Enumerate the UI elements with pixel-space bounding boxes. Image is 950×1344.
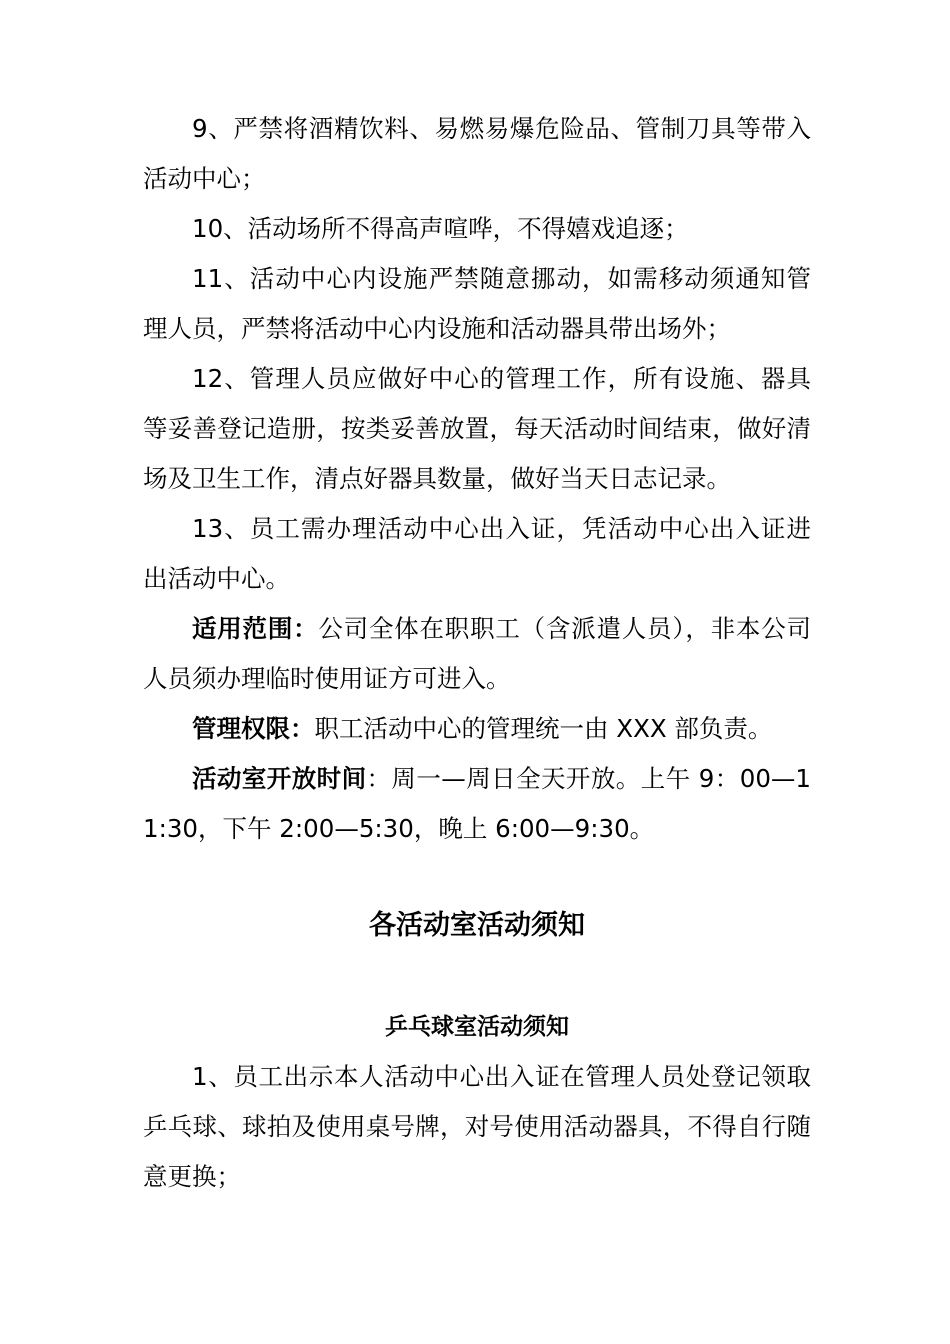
scope-text: 公司全体在职职工（含派遣人员），非本公司人员须办理临时使用证方可进入。: [143, 614, 811, 693]
rule-12: 12、管理人员应做好中心的管理工作，所有设施、器具等妥善登记造册，按类妥善放置，每天活动时间结束，做好清场及卫生工作，清点好器具数量，做好当天日志记录。: [143, 364, 811, 493]
scope-paragraph: [143, 604, 811, 704]
scope-label: 适用范围：: [192, 614, 319, 643]
document-page: [143, 104, 811, 1202]
rule-11: 11、活动中心内设施严禁随意挪动，如需移动须通知管理人员，严禁将活动中心内设施和活动器具带出场外；: [143, 264, 811, 343]
subsection-title: 乒乓球室活动须知: [385, 1014, 569, 1040]
rule-10: 10、活动场所不得高声喧哗，不得嬉戏追逐；: [192, 214, 689, 243]
authority-paragraph: [143, 704, 811, 754]
rule-13: 13、员工需办理活动中心出入证，凭活动中心出入证进出活动中心。: [143, 514, 811, 593]
authority-text: 职工活动中心的管理统一由 XXX 部负责。: [314, 714, 773, 743]
rule-9: 9、严禁将酒精饮料、易燃易爆危险品、管制刀具等带入活动中心；: [143, 114, 811, 193]
hours-label: 活动室开放时间: [192, 764, 367, 793]
hours-paragraph: [143, 754, 811, 854]
section-title: 各活动室活动须知: [369, 910, 585, 941]
authority-label: 管理权限：: [192, 714, 315, 743]
pingpong-rule-1: 1、员工出示本人活动中心出入证在管理人员处登记领取乒乓球、球拍及使用桌号牌，对号使用活动器具，不得自行随意更换；: [143, 1062, 811, 1191]
hours-text: ：周一—周日全天开放。上午 9：00—11:30，下午 2:00—5:30，晚上 6:00—9:30。: [143, 764, 811, 843]
